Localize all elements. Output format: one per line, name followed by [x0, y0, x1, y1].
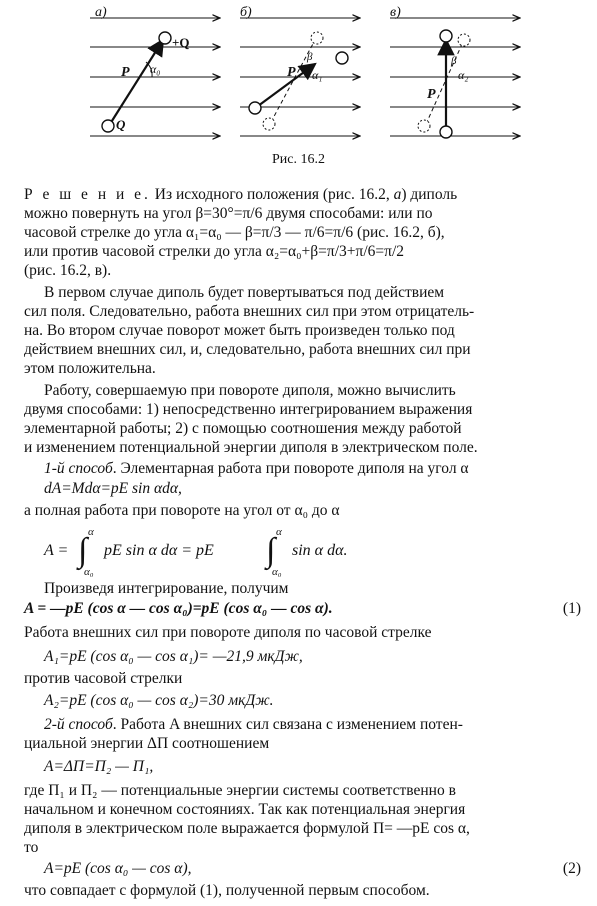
solution-line-2: можно повернуть на угол β=30°=π/6 двумя способами: или по — [24, 205, 433, 222]
panel-c — [390, 18, 520, 138]
method2-line — [44, 716, 463, 734]
eq-1: A = —pE (cos α — cos α₀)=pE (cos α₀ — cos α). — [24, 600, 333, 617]
figure-caption: Рис. 16.2 — [272, 152, 325, 167]
panel-b — [240, 18, 360, 136]
where-line-2: начальном и конечном состояниях. Так как потенциальная энергия — [24, 801, 466, 818]
ccw-line: против часовой стрелки — [24, 670, 183, 687]
eq-1-number: (1) — [562, 600, 581, 617]
eq-2-number: (2) — [562, 860, 581, 877]
method2-line-2: циальной энергии ΔП соотношением — [24, 735, 270, 752]
final-line: что совпадает с формулой (1), полученной первым способом. — [24, 882, 430, 899]
solution-line-3: часовой стрелке до угла α₁=α₀ — β=π/3 — π/6=π/6 (рис. 16.2, б), — [24, 224, 445, 241]
eq-dA: dA=Mdα=pE sin αdα, — [44, 480, 182, 497]
panel-c-label: в) — [390, 5, 401, 20]
integral-sign-1: ∫ — [78, 532, 88, 569]
para2-line-4: действием внешних сил, и, следовательно, работа внешних сил при — [24, 341, 471, 358]
solution-heading: Р е ш е н и е. — [24, 186, 151, 203]
eq-2: A=pE (cos α₀ — cos α), — [44, 860, 192, 877]
method2-label: 2-й способ — [44, 716, 113, 733]
eq-delta-P: A=ΔП=П₂ — П₁, — [44, 758, 154, 775]
panel-a-charge-pos: +Q — [172, 35, 190, 50]
method1-text: . Элементарная работа при повороте диполя на угол α — [112, 460, 469, 477]
cw-line: Работа внешних сил при повороте диполя по часовой стрелке — [24, 624, 432, 641]
para3-line-4: и изменением потенциальной энергии диполя в электрическом поле. — [24, 439, 478, 456]
method2-text: . Работа A внешних сил связана с изменением потен- — [112, 716, 463, 733]
solution-fig-ref: а — [393, 186, 402, 203]
para2-line-2: сил поля. Следовательно, работа внешних сил при этом отрицатель- — [24, 303, 475, 320]
solution-text: Из исходного положения (рис. 16.2, — [150, 186, 394, 203]
panel-b-vector-label: P — [287, 65, 296, 80]
where-line-3: диполя в электрическом поле выражается формулой П= —pE cos α, — [24, 820, 470, 837]
para3-line-1: Работу, совершаемую при повороте диполя, можно вычислить — [44, 382, 456, 399]
where-line-4: то — [24, 839, 39, 856]
panel-a-angle-label: α₀ — [150, 62, 161, 76]
method1-line — [44, 460, 469, 478]
para2-line-3: на. Во втором случае поворот может быть произведен только под — [24, 322, 455, 339]
panel-c-vector-label: P — [427, 87, 436, 102]
integral-2-upper: α — [276, 526, 282, 538]
panel-b-beta-label: β — [307, 51, 313, 63]
panel-c-angle-label: α₂ — [458, 68, 469, 82]
where-line-1: где П₁ и П₂ — потенциальные энергии системы соответственно в — [24, 782, 456, 799]
integral-body-2: sin α dα. — [292, 542, 348, 559]
solution-text-end: ) диполь — [401, 186, 458, 203]
solution-line-5: (рис. 16.2, в). — [24, 262, 112, 279]
integral-1-lower: α₀ — [84, 566, 94, 578]
integral-1-upper: α — [88, 526, 94, 538]
integral-2-lower: α₀ — [272, 566, 282, 578]
panel-b-angle-label: α₁ — [312, 68, 323, 82]
eq-A2: A₂=pE (cos α₀ — cos α₂)=30 мкДж. — [44, 692, 274, 709]
solution-line-1 — [24, 186, 457, 204]
after-integration: Произведя интегрирование, получим — [44, 580, 289, 597]
panel-a-vector-label: P — [121, 65, 130, 80]
para2-line-5: этом положительна. — [24, 360, 156, 377]
method1-label: 1-й способ — [44, 460, 113, 477]
panel-a-label: a) — [95, 5, 107, 20]
panel-c-beta-label: β — [451, 55, 457, 67]
solution-line-4: или против часовой стрелки до угла α₂=α₀+β=π/3+π/6=π/2 — [24, 243, 405, 260]
integral-body-1: pE sin α dα = pE — [104, 542, 214, 559]
panel-b-label: б) — [240, 5, 252, 20]
integral-lhs: A = — [44, 542, 69, 559]
para2-line-1: В первом случае диполь будет повертываться под действием — [44, 284, 445, 301]
para3-line-2: двумя способами: 1) непосредственно интегрированием выражения — [24, 401, 473, 418]
panel-a-charge-neg: Q — [116, 117, 126, 132]
para3-line-3: элементарной работы; 2) с помощью соотношения между работой — [24, 420, 462, 437]
full-work-line: а полная работа при повороте на угол от α₀ до α — [24, 502, 340, 519]
integral-sign-2: ∫ — [266, 532, 276, 569]
eq-A1: A₁=pE (cos α₀ — cos α₁)= —21,9 мкДж, — [44, 648, 303, 665]
integral-equation — [44, 526, 444, 586]
